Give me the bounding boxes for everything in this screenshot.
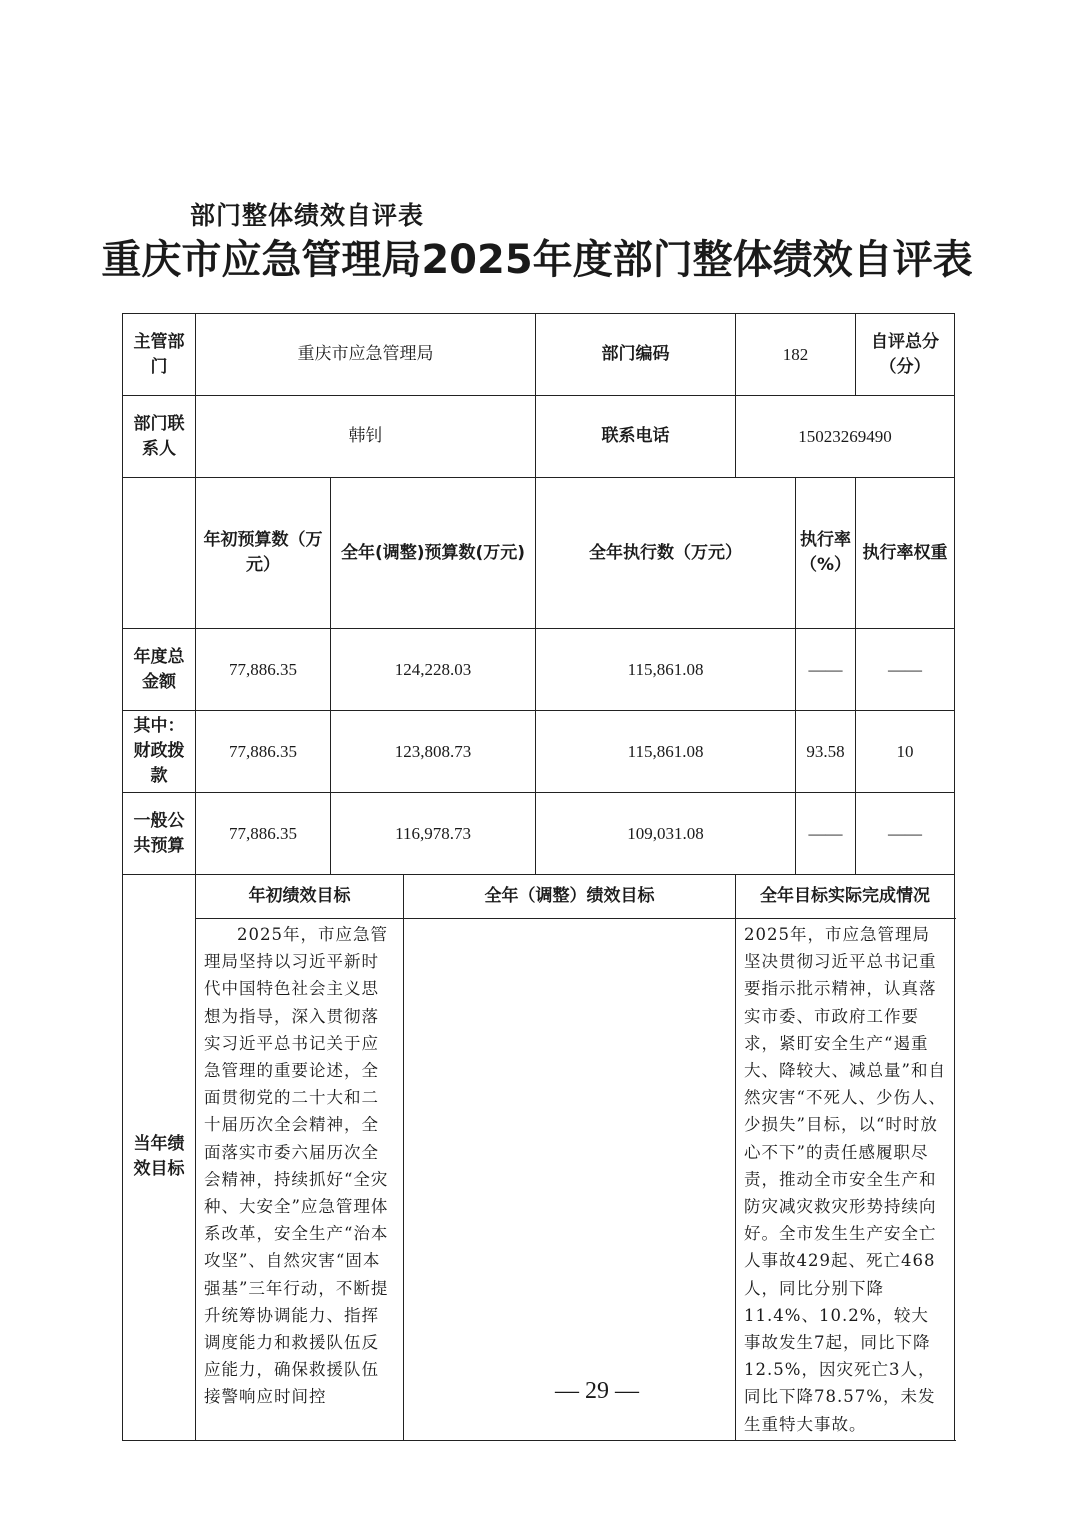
- budget-weight: 10: [856, 711, 955, 793]
- budget-executed: 115,861.08: [536, 629, 796, 711]
- header-weight: 执行率权重: [856, 478, 955, 629]
- budget-initial: 77,886.35: [196, 711, 331, 793]
- goals-col-initial: 年初绩效目标: [196, 875, 404, 919]
- document-subtitle: 部门整体绩效自评表: [190, 201, 425, 230]
- goals-actual-text: 2025年，市应急管理局坚决贯彻习近平总书记重要指示批示精神，认真落实市委、市政府工作要求，紧盯安全生产“遏重大、降较大、减总量”和自然灾害“不死人、少伤人、少损失”目标，以“时时放心不下”的责任感履职尽责，推动全市安全生产和防灾减灾救灾形势持续向好。全市发生生产安全亡人事故429起、死亡468人，同比分别下降11.4%、10.2%，较大事故发生7起，同比下降12.5%，因灾死亡3人，同比下降78.57%，未发生重特大事故。: [736, 919, 955, 1441]
- budget-row-label: 一般公共预算: [123, 793, 196, 875]
- budget-row: [123, 629, 955, 711]
- budget-rate: ——: [796, 629, 856, 711]
- budget-initial: 77,886.35: [196, 629, 331, 711]
- goals-header-row: [123, 875, 955, 919]
- budget-row: [123, 711, 955, 793]
- dept-value: 重庆市应急管理局: [196, 314, 536, 396]
- dept-label: 主管部门: [123, 314, 196, 396]
- goals-col-actual: 全年目标实际完成情况: [736, 875, 955, 919]
- budget-executed: 115,861.08: [536, 711, 796, 793]
- budget-initial: 77,886.35: [196, 793, 331, 875]
- budget-row: [123, 793, 955, 875]
- budget-weight: ——: [856, 793, 955, 875]
- phone-value: 15023269490: [736, 396, 955, 478]
- code-value: 182: [736, 314, 856, 396]
- budget-adjusted: 124,228.03: [331, 629, 536, 711]
- header-initial: 年初预算数（万元）: [196, 478, 331, 629]
- header-adjusted: 全年(调整)预算数(万元): [331, 478, 536, 629]
- page-number: — 29 —: [555, 1378, 639, 1404]
- contact-label: 部门联系人: [123, 396, 196, 478]
- header-executed: 全年执行数（万元）: [536, 478, 796, 629]
- document-title: 重庆市应急管理局2025年度部门整体绩效自评表: [101, 237, 973, 283]
- info-row-contact: [123, 396, 955, 478]
- self-evaluation-table: [122, 313, 955, 1441]
- budget-executed: 109,031.08: [536, 793, 796, 875]
- budget-rate: 93.58: [796, 711, 856, 793]
- goals-col-adjusted: 全年（调整）绩效目标: [404, 875, 736, 919]
- phone-label: 联系电话: [536, 396, 736, 478]
- budget-weight: ——: [856, 629, 955, 711]
- goals-initial-text: 2025年，市应急管理局坚持以习近平新时代中国特色社会主义思想为指导，深入贯彻落实习近平总书记关于应急管理的重要论述，全面贯彻党的二十大和二十届历次全会精神，全面落实市委六届历次全会精神，持续抓好“全灾种、大安全”应急管理体系改革，安全生产“治本攻坚”、自然灾害“固本强基”三年行动，不断提升统筹协调能力、指挥调度能力和救援队伍反应能力，确保救援队伍接警响应时间控: [196, 919, 404, 1441]
- info-row-dept: [123, 314, 955, 396]
- budget-adjusted: 123,808.73: [331, 711, 536, 793]
- budget-header-blank: [123, 478, 196, 629]
- header-rate: 执行率（%）: [796, 478, 856, 629]
- contact-value: 韩钊: [196, 396, 536, 478]
- budget-row-label: 年度总金额: [123, 629, 196, 711]
- budget-rate: ——: [796, 793, 856, 875]
- budget-row-label: 其中：财政拨款: [123, 711, 196, 793]
- code-label: 部门编码: [536, 314, 736, 396]
- goals-adjusted-text: [404, 919, 736, 1441]
- goals-content-row: [123, 919, 955, 1441]
- goals-section-label: 当年绩效目标: [123, 875, 196, 1441]
- score-label: 自评总分（分）: [856, 314, 955, 396]
- budget-header-row: [123, 478, 955, 629]
- budget-adjusted: 116,978.73: [331, 793, 536, 875]
